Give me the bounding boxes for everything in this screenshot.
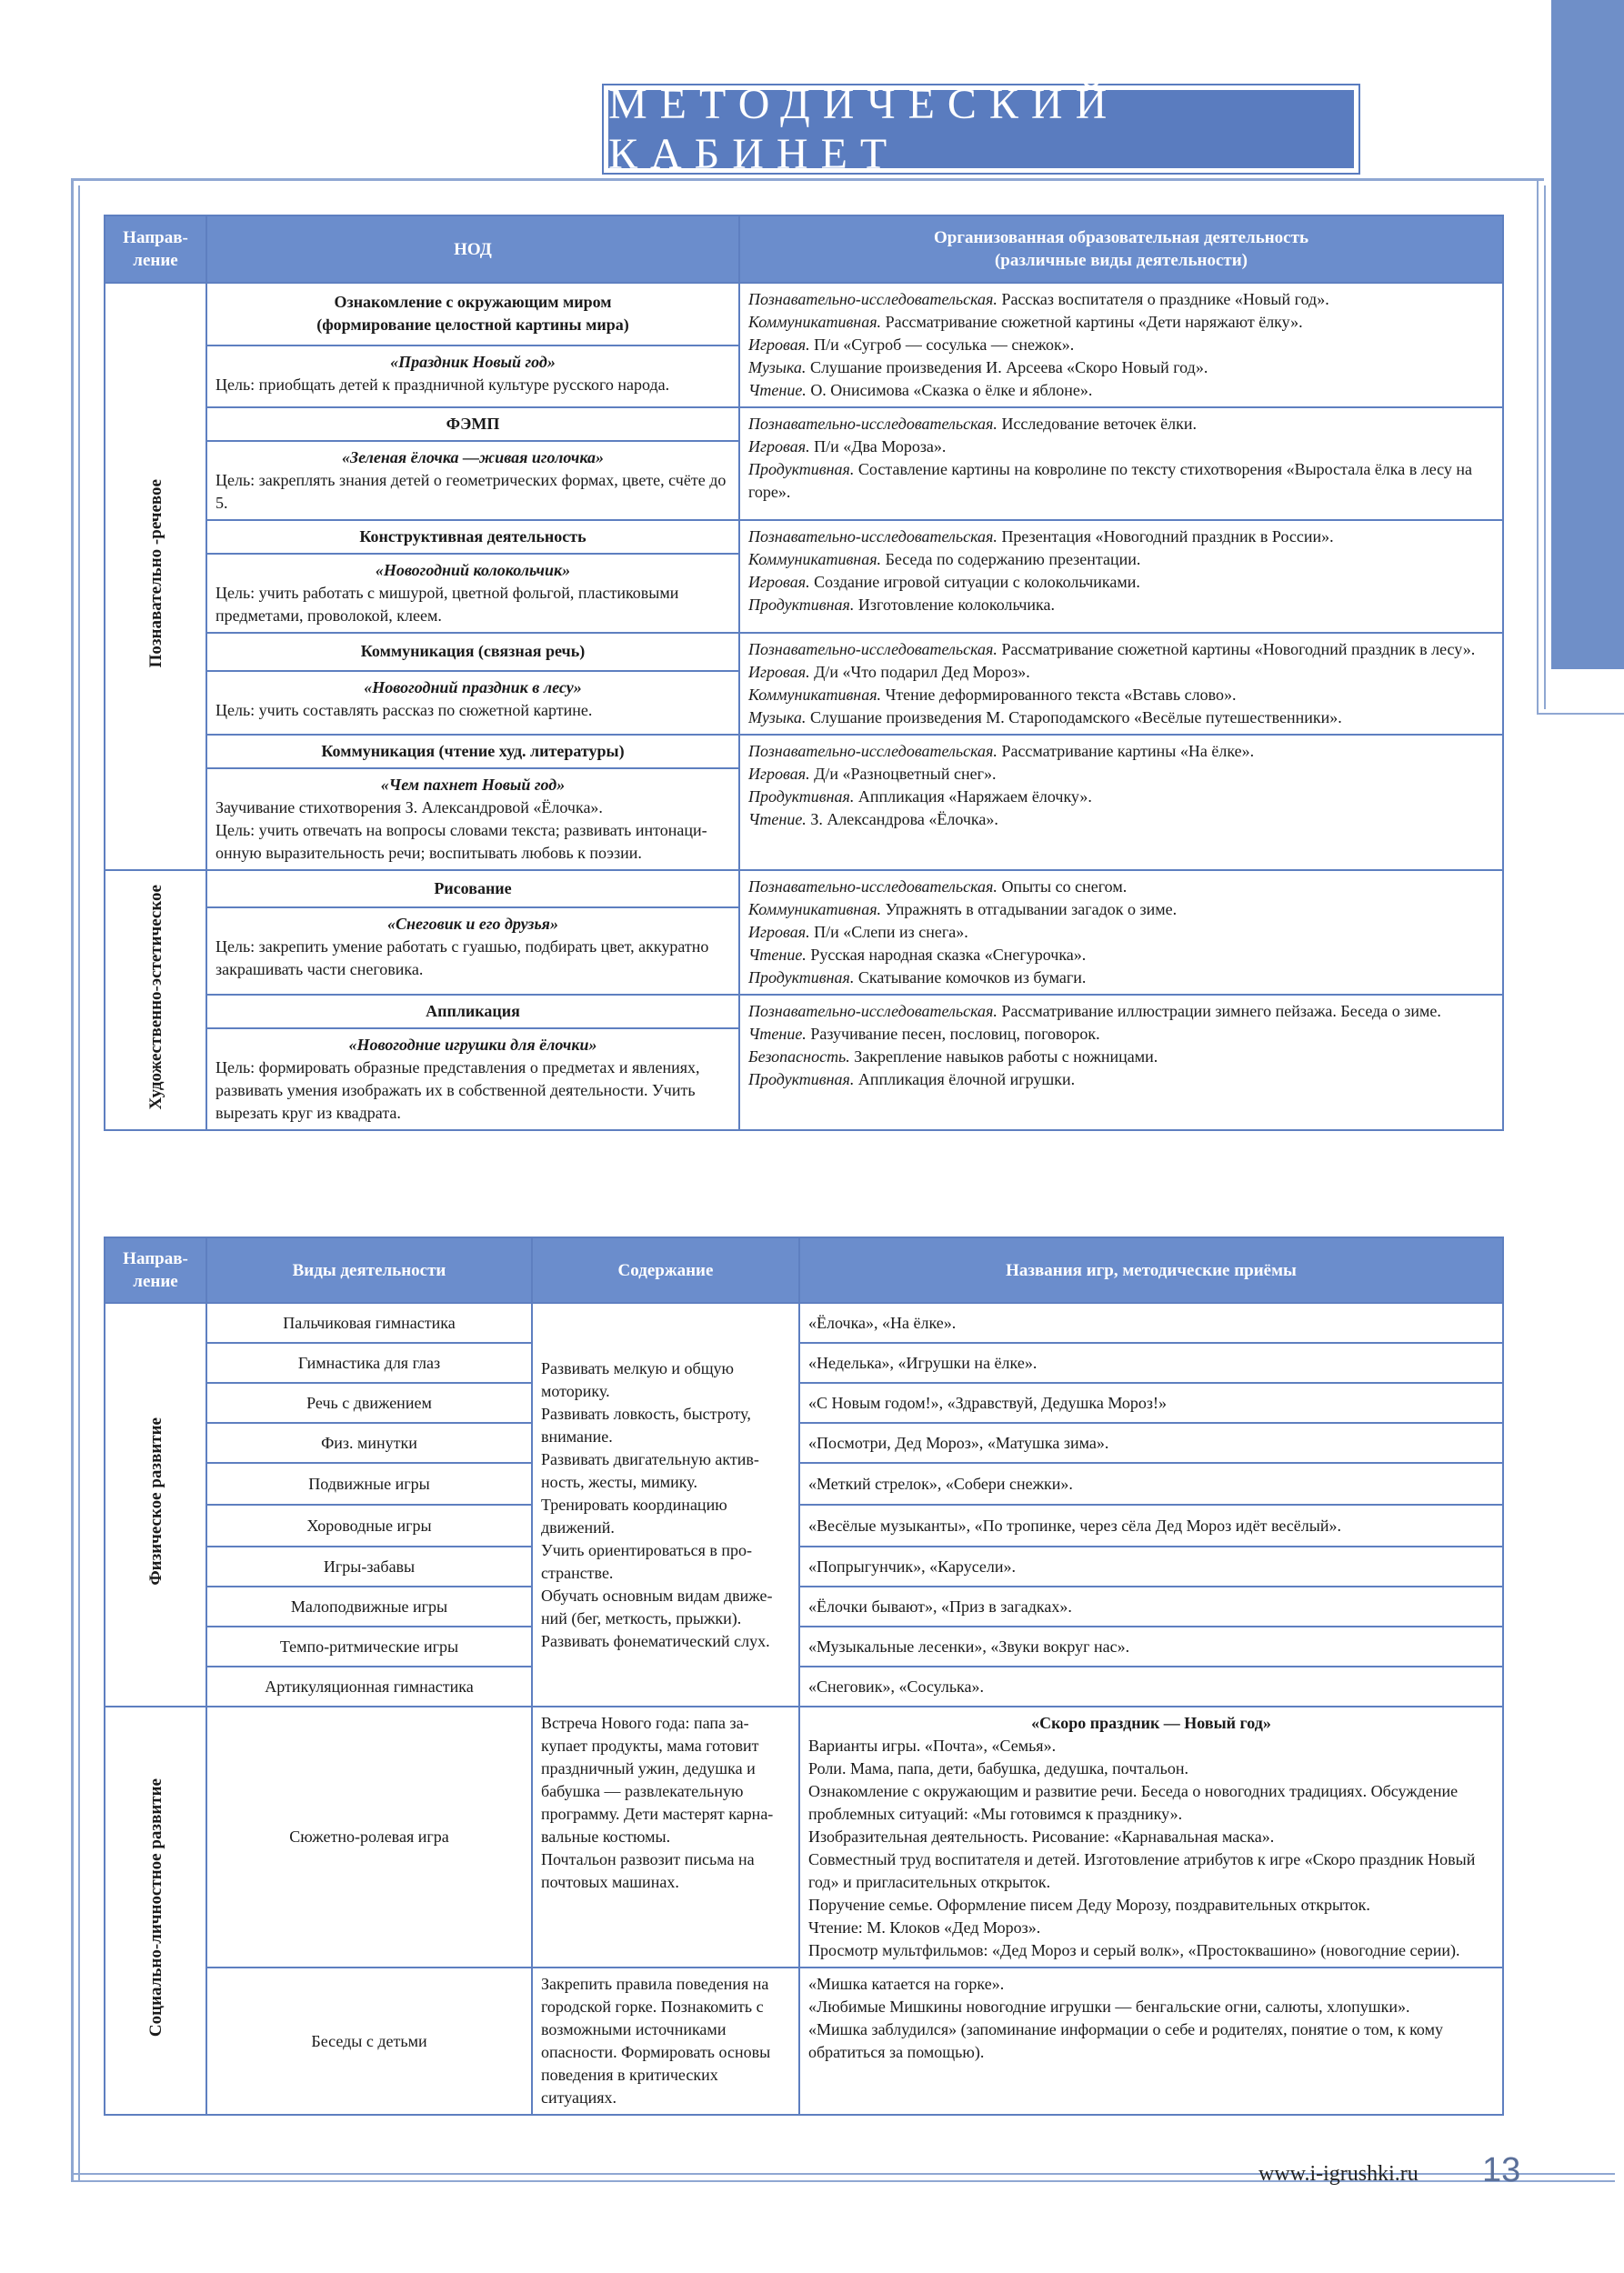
activity-text: Аппликация ёлочной игрушки. [854, 1070, 1076, 1088]
topic-row [105, 520, 1503, 554]
activity-label: Познавательно-исследовательская. [748, 640, 997, 658]
activity-label: Чтение. [748, 381, 807, 399]
activity-line [748, 1000, 1494, 1023]
games-cell: «Музыкальные лесенки», «Звуки вокруг нас». [799, 1627, 1503, 1667]
header-direction-text: Направ- ление [123, 228, 188, 270]
games-cell: «Ёлочка», «На ёлке». [799, 1303, 1503, 1343]
physical-row [105, 1383, 1503, 1423]
header-nod: НОД [206, 215, 739, 283]
activity-type-cell: Речь с движением [206, 1383, 532, 1423]
section-header [602, 80, 1360, 178]
activity-type-cell: Сюжетно-ролевая игра [206, 1707, 532, 1968]
activity-label: Продуктивная. [748, 787, 855, 806]
game-line: Варианты игры. «Почта», «Семья». [808, 1737, 1057, 1755]
topic-row [105, 870, 1503, 907]
activity-text: З. Александрова «Ёлочка». [806, 810, 998, 828]
physical-row [105, 1505, 1503, 1547]
activities-cell [739, 995, 1503, 1130]
topic-row [105, 735, 1503, 768]
direction-label: Социально-личностное развитие [145, 1777, 165, 2038]
activity-line [748, 786, 1494, 808]
detail-cell [206, 441, 739, 520]
content-cell: Развивать мелкую и общую моторику. Развивать ловкость, быстроту, внимание. Развивать двигательную актив-ность, жесты, мимику. Тренировать координацию движений. Учить ориентироваться в про-странстве. Обучать основным видам движе-ний (бег, меткость, прыжки). Развивать фонематический слух. [532, 1303, 799, 1707]
games-cell: «Снеговик», «Сосулька». [799, 1667, 1503, 1707]
nod-table [104, 215, 1504, 1131]
physical-row [105, 1343, 1503, 1383]
activities-cell [739, 735, 1503, 870]
topic-cell: Конструктивная деятельность [206, 520, 739, 554]
header-direction-2 [105, 1237, 206, 1303]
frame-line-left [71, 178, 74, 2182]
game-line: Поручение семье. Оформление писем Деду Морозу, поздравительных открыток. [808, 1896, 1370, 1914]
activity-label: Продуктивная. [748, 460, 855, 478]
frame-line-right-h [1537, 713, 1624, 715]
activity-label: Безопасность. [748, 1047, 850, 1066]
activity-label: Игровая. [748, 663, 810, 681]
activity-text: Д/и «Что подарил Дед Мороз». [809, 663, 1030, 681]
physical-row [105, 1587, 1503, 1627]
frame-line-right [1537, 178, 1539, 715]
direction-cell [105, 1707, 206, 2115]
activity-label: Игровая. [748, 765, 810, 783]
activity-text: Аппликация «Наряжаем ёлочку». [854, 787, 1092, 806]
activity-line [748, 526, 1494, 548]
activity-label: Коммуникативная. [748, 686, 882, 704]
game-line: «Мишка катается на горке». [808, 1975, 1005, 1993]
activity-label: Игровая. [748, 923, 810, 941]
activity-line [748, 1046, 1494, 1068]
activity-label: Чтение. [748, 946, 807, 964]
site-url[interactable]: www.i-igrushki.ru [1258, 2162, 1418, 2186]
activity-type-cell: Темпо-ритмические игры [206, 1627, 532, 1667]
lesson-goal: Цель: учить составлять рассказ по сюжетной картине. [216, 700, 593, 719]
game-line: «Любимые Мишкины новогодние игрушки — бенгальские огни, салюты, хлопушки». [808, 1998, 1410, 2016]
activity-text: Разучивание песен, пословиц, поговорок. [806, 1025, 1100, 1043]
page-number: 13 [1482, 2151, 1521, 2189]
physical-row [105, 1667, 1503, 1707]
header-direction-2-text: Направ- ление [123, 1249, 188, 1291]
activity-label: Продуктивная. [748, 596, 855, 614]
activity-text: Изготовление колокольчика. [854, 596, 1055, 614]
activity-type-cell: Малоподвижные игры [206, 1587, 532, 1627]
activity-type-cell: Физ. минутки [206, 1423, 532, 1463]
topic-cell: Коммуникация (чтение худ. литературы) [206, 735, 739, 768]
game-line: Изобразительная деятельность. Рисование: «Карнавальная маска». [808, 1827, 1275, 1846]
activities-cell [739, 870, 1503, 995]
header-direction [105, 215, 206, 283]
activity-text: Рассматривание сюжетной картины «Дети наряжают ёлку». [881, 313, 1303, 331]
activity-type-cell: Артикуляционная гимнастика [206, 1667, 532, 1707]
activity-label: Игровая. [748, 573, 810, 591]
topic-row [105, 995, 1503, 1028]
lesson-goal: Цель: формировать образные представления о предметах и явлениях, развивать умения изображать их в собственной деятельности. Учить вырезать круг из квадрата. [216, 1058, 700, 1122]
topic-row [105, 283, 1503, 345]
activity-text: Рассматривание картины «На ёлке». [997, 742, 1255, 760]
activities-cell [739, 407, 1503, 520]
nod-table-body [105, 283, 1503, 1130]
social-row [105, 1968, 1503, 2115]
activity-label: Познавательно-исследовательская. [748, 742, 997, 760]
activity-line [748, 944, 1494, 966]
games-cell: «Весёлые музыканты», «По тропинке, через сёла Дед Мороз идёт весёлый». [799, 1505, 1503, 1547]
game-line: «Мишка заблудился» (запоминание информации о себе и родителях, понятие о том, к кому обратиться за помощью). [808, 2020, 1443, 2061]
activity-text: Слушание произведения М. Староподамского «Весёлые путешественники». [806, 708, 1342, 726]
activity-line [748, 1023, 1494, 1046]
games-cell [799, 1707, 1503, 1968]
activity-line [748, 684, 1494, 706]
game-line: Ознакомление с окружающим и развитие речи. Беседа о новогодних традициях. Обсуждение проблемных ситуаций: «Мы готовимся к празднику». [808, 1782, 1459, 1823]
activity-label: Познавательно-исследовательская. [748, 527, 997, 546]
activity-label: Коммуникативная. [748, 313, 882, 331]
activity-line [748, 966, 1494, 989]
activity-text: Рассматривание иллюстрации зимнего пейзажа. Беседа о зиме. [997, 1002, 1441, 1020]
activities-table-body [105, 1303, 1503, 2115]
activity-label: Коммуникативная. [748, 900, 882, 918]
lesson-goal: Заучивание стихотворения З. Александровой «Ёлочка». [216, 798, 603, 816]
games-cell: «Неделька», «Игрушки на ёлке». [799, 1343, 1503, 1383]
direction-cell [105, 283, 206, 870]
lesson-title: «Новогодний праздник в лесу» [364, 677, 582, 696]
activity-text: Создание игровой ситуации с колокольчиками. [809, 573, 1140, 591]
detail-cell [206, 671, 739, 735]
game-line: Совместный труд воспитателя и детей. Изготовление атрибутов к игре «Скоро праздник Новый год» и пригласительных открыток. [808, 1850, 1476, 1891]
activity-line [748, 898, 1494, 921]
lesson-title: «Новогодний колокольчик» [375, 561, 571, 579]
header-types: Виды деятельности [206, 1237, 532, 1303]
lesson-title: «Снеговик и его друзья» [387, 914, 558, 933]
activity-text: Скатывание комочков из бумаги. [854, 968, 1087, 986]
activity-line [748, 311, 1494, 334]
activities-cell [739, 633, 1503, 735]
physical-row [105, 1547, 1503, 1587]
direction-cell [105, 870, 206, 1130]
games-cell: «С Новым годом!», «Здравствуй, Дедушка Мороз!» [799, 1383, 1503, 1423]
activity-text: Д/и «Разноцветный снег». [809, 765, 997, 783]
activity-line [748, 413, 1494, 436]
lesson-title: «Зеленая ёлочка —живая иголочка» [341, 448, 605, 466]
games-cell: «Посмотри, Дед Мороз», «Матушка зима». [799, 1423, 1503, 1463]
frame-line-right-2 [1544, 185, 1546, 709]
activity-line [748, 334, 1494, 356]
topic-cell: Рисование [206, 870, 739, 907]
game-line: Просмотр мультфильмов: «Дед Мороз и серый волк», «Простоквашино» (новогодние серии). [808, 1941, 1460, 1959]
activity-line [748, 356, 1494, 379]
lesson-goal: Цель: приобщать детей к праздничной культуре русского народа. [216, 375, 670, 394]
game-line: Роли. Мама, папа, дети, бабушка, дедушка, почтальон. [808, 1759, 1188, 1777]
topic-row [105, 407, 1503, 441]
activities-table [104, 1237, 1504, 2116]
activity-line [748, 638, 1494, 661]
topic-cell: ФЭМП [206, 407, 739, 441]
detail-cell [206, 768, 739, 870]
lesson-title: «Праздник Новый год» [390, 352, 556, 371]
activity-line [748, 571, 1494, 594]
activity-label: Познавательно-исследовательская. [748, 290, 997, 308]
games-cell: «Попрыгунчик», «Карусели». [799, 1547, 1503, 1587]
section-title: МЕТОДИЧЕСКИЙ КАБИНЕТ [608, 90, 1354, 168]
activity-text: Закрепление навыков работы с ножницами. [849, 1047, 1158, 1066]
physical-row [105, 1463, 1503, 1505]
physical-row [105, 1303, 1503, 1343]
activity-label: Продуктивная. [748, 1070, 855, 1088]
activity-line [748, 288, 1494, 311]
games-cell: «Меткий стрелок», «Собери снежки». [799, 1463, 1503, 1505]
activities-cell [739, 520, 1503, 633]
side-accent-bar [1551, 0, 1624, 669]
activity-type-cell: Гимнастика для глаз [206, 1343, 532, 1383]
header-content: Содержание [532, 1237, 799, 1303]
physical-row [105, 1423, 1503, 1463]
lesson-goal: Цель: закрепить умение работать с гуашью, подбирать цвет, аккуратно закрашивать части снеговика. [216, 936, 709, 978]
activity-line [748, 1068, 1494, 1091]
physical-row [105, 1627, 1503, 1667]
activity-text: О. Онисимова «Сказка о ёлке и яблоне». [806, 381, 1093, 399]
topic-cell: Аппликация [206, 995, 739, 1028]
activity-type-cell: Игры-забавы [206, 1547, 532, 1587]
activity-line [748, 661, 1494, 684]
activity-line [748, 921, 1494, 944]
activity-label: Музыка. [748, 358, 807, 376]
activity-label: Чтение. [748, 810, 807, 828]
activity-type-cell: Пальчиковая гимнастика [206, 1303, 532, 1343]
header-games: Названия игр, методические приёмы [799, 1237, 1503, 1303]
lesson-title: «Чем пахнет Новый год» [380, 776, 566, 794]
activity-text: Упражнять в отгадывании загадок о зиме. [881, 900, 1178, 918]
detail-cell [206, 907, 739, 995]
direction-label: Художественно-эстетическое [145, 884, 165, 1110]
detail-cell [206, 345, 739, 408]
activity-label: Познавательно-исследовательская. [748, 1002, 997, 1020]
activity-line [748, 379, 1494, 402]
activity-label: Музыка. [748, 708, 807, 726]
games-cell [799, 1968, 1503, 2115]
activity-text: П/и «Слепи из снега». [809, 923, 968, 941]
activity-line [748, 740, 1494, 763]
header-activity [739, 215, 1503, 283]
detail-cell [206, 554, 739, 633]
direction-label: Физическое развитие [145, 1417, 165, 1586]
activity-label: Познавательно-исследовательская. [748, 415, 997, 433]
direction-cell [105, 1303, 206, 1707]
activity-label: Игровая. [748, 437, 810, 456]
activity-type-cell: Хороводные игры [206, 1505, 532, 1547]
topic-cell: Ознакомление с окружающим миром (формирование целостной картины мира) [206, 283, 739, 345]
activity-label: Коммуникативная. [748, 550, 882, 568]
games-cell: «Ёлочки бывают», «Приз в загадках». [799, 1587, 1503, 1627]
lesson-goal: Цель: закреплять знания детей о геометрических формах, цвете, счёте до 5. [216, 471, 727, 512]
activity-text: Презентация «Новогодний праздник в России». [997, 527, 1334, 546]
activity-text: Русская народная сказка «Снегурочка». [806, 946, 1087, 964]
activity-label: Продуктивная. [748, 968, 855, 986]
activity-text: П/и «Сугроб — сосулька — снежок». [809, 335, 1075, 354]
activity-text: П/и «Два Мороза». [809, 437, 947, 456]
activity-line [748, 706, 1494, 729]
topic-cell: Коммуникация (связная речь) [206, 633, 739, 671]
activity-text: Рассматривание сюжетной картины «Новогодний праздник в лесу». [997, 640, 1476, 658]
game-title: «Скоро праздник — Новый год» [1031, 1714, 1271, 1732]
activity-line [748, 876, 1494, 898]
activity-text: Беседа по содержанию презентации. [881, 550, 1141, 568]
activity-label: Познавательно-исследовательская. [748, 877, 997, 896]
activity-text: Рассказ воспитателя о празднике «Новый год». [997, 290, 1329, 308]
activity-label: Игровая. [748, 335, 810, 354]
activities-cell [739, 283, 1503, 407]
activity-line [748, 808, 1494, 831]
lesson-goal: Цель: учить отвечать на вопросы словами текста; развивать интонаци-онную выразительность речи; воспитывать любовь к поэзии. [216, 821, 707, 862]
activity-text: Чтение деформированного текста «Вставь слово». [881, 686, 1237, 704]
content-cell: Встреча Нового года: папа за-купает продукты, мама готовит праздничный ужин, дедушка и бабушка — развлекательную программу. Дети мастерят карна-вальные костюмы. Почтальон развозит письма на почтовых машинах. [532, 1707, 799, 1968]
activity-line [748, 594, 1494, 616]
direction-label: Познавательно -речевое [145, 478, 165, 668]
lesson-title: «Новогодние игрушки для ёлочки» [348, 1036, 597, 1054]
lesson-goal: Цель: учить работать с мишурой, цветной фольгой, пластиковыми предметами, проволокой, клеем. [216, 584, 679, 625]
activity-line [748, 458, 1494, 504]
activity-line [748, 436, 1494, 458]
game-line: Чтение: М. Клоков «Дед Мороз». [808, 1918, 1041, 1937]
activity-text: Слушание произведения И. Арсеева «Скоро Новый год». [806, 358, 1208, 376]
activity-text: Исследование веточек ёлки. [997, 415, 1197, 433]
activity-line [748, 763, 1494, 786]
topic-row [105, 633, 1503, 671]
frame-line-left-2 [78, 185, 80, 2182]
social-row [105, 1707, 1503, 1968]
activity-label: Чтение. [748, 1025, 807, 1043]
activity-type-cell: Подвижные игры [206, 1463, 532, 1505]
detail-cell [206, 1028, 739, 1130]
header-activity-text: Организованная образовательная деятельность (различные виды деятельности) [934, 228, 1308, 270]
content-cell: Закрепить правила поведения на городской горке. Познакомить с возможными источниками опасности. Формировать основы поведения в критических ситуациях. [532, 1968, 799, 2115]
activity-type-cell: Беседы с детьми [206, 1968, 532, 2115]
activity-text: Составление картины на ковролине по тексту стихотворения «Выростала ёлка в лесу на горе». [748, 460, 1473, 501]
activity-text: Опыты со снегом. [997, 877, 1128, 896]
activity-line [748, 548, 1494, 571]
